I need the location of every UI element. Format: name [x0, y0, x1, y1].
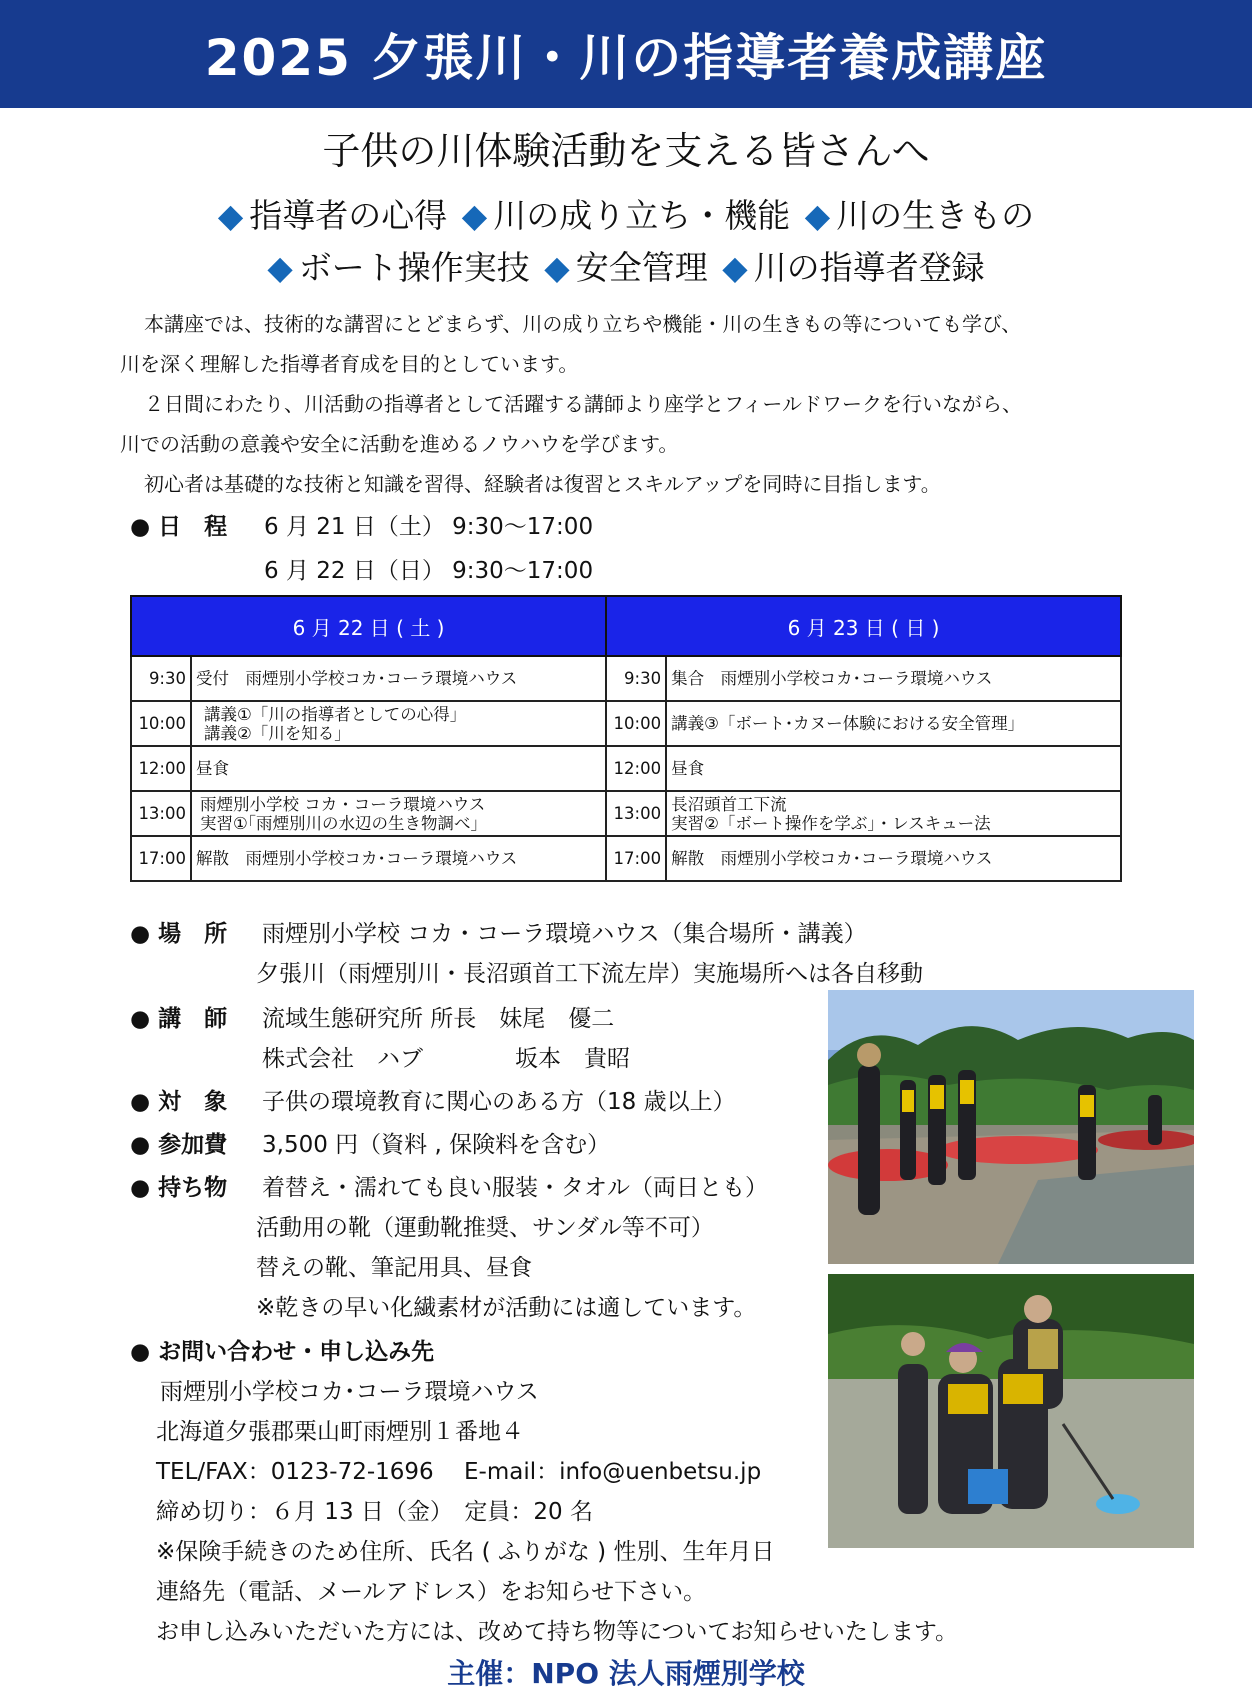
fee-label: ● 参加費	[130, 1132, 228, 1158]
page-header	[0, 0, 1252, 108]
topic: ◆ 安全管理	[544, 248, 708, 287]
contact-label: ● お問い合わせ・申し込み先	[130, 1339, 435, 1365]
schedule-day-1: 6 月 21 日（土） 9:30～17:00	[264, 514, 594, 540]
intro-line: 川での活動の意義や安全に活動を進めるノウハウを学びます。	[120, 432, 679, 456]
items-label: ● 持ち物	[130, 1175, 228, 1201]
diamond-icon: ◆	[461, 196, 488, 235]
contact-line: TEL/FAX：0123-72-1696 E-mail：info@uenbetsu.jp	[156, 1459, 762, 1485]
contact-line: 北海道夕張郡栗山町雨煙別１番地４	[156, 1419, 524, 1445]
photo-river-rafts	[828, 990, 1194, 1264]
table-row: 13:00 雨煙別小学校 コカ・コーラ環境ハウス 実習①｢雨煙別川の水辺の生き物調べ」 13:00 長沼頭首工下流 実習②「ボート操作を学ぶ」・レスキュー法	[131, 791, 1121, 836]
photo-river-study-image	[828, 1274, 1194, 1548]
topic: ◆ 川の指導者登録	[722, 248, 985, 287]
organizer: 主催：NPO 法人雨煙別学校	[447, 1657, 805, 1690]
items-line: 替えの靴、筆記用具、昼食	[256, 1255, 532, 1281]
lecturer-line: 株式会社 ハブ 坂本 貴昭	[262, 1046, 630, 1072]
contact-line: ※保険手続きのため住所、氏名 ( ふりがな ) 性別、生年月日	[156, 1539, 775, 1565]
table-row: 9:30 受付 雨煙別小学校コカ･コーラ環境ハウス 9:30 集合 雨煙別小学校コカ･コーラ環境ハウス	[131, 656, 1121, 701]
items-line: ※乾きの早い化繊素材が活動には適しています。	[256, 1295, 757, 1321]
place-line: 夕張川（雨煙別川・長沼頭首工下流左岸）実施場所へは各自移動	[256, 961, 923, 987]
topic: ◆ 川の成り立ち・機能	[461, 196, 791, 235]
lecturer-label: ● 講 師	[130, 1006, 228, 1032]
contact-line: お申し込みいただいた方には、改めて持ち物等についてお知らせいたします。	[156, 1619, 959, 1645]
page-title: 2025 夕張川・川の指導者養成講座	[204, 29, 1048, 87]
intro-line: 初心者は基礎的な技術と知識を習得、経験者は復習とスキルアップを同時に目指します。	[144, 472, 941, 496]
topics-row-1	[0, 190, 1252, 237]
lecturer-line: 流域生態研究所 所長 妹尾 優二	[262, 1006, 615, 1032]
topic: ◆ ボート操作実技	[267, 248, 530, 287]
place-label: ● 場 所	[130, 921, 228, 947]
target-text: 子供の環境教育に関心のある方（18 歳以上）	[262, 1089, 736, 1115]
intro-line: 本講座では、技術的な講習にとどまらず、川の成り立ちや機能・川の生きもの等についても学び、	[144, 312, 1022, 336]
contact-line: 連絡先（電話、メールアドレス）をお知らせ下さい。	[156, 1579, 707, 1605]
schedule-day-2: 6 月 22 日（日） 9:30～17:00	[264, 558, 594, 584]
items-line: 着替え・濡れても良い服装・タオル（両日とも）	[262, 1175, 768, 1201]
table-row: 10:00 講義①「川の指導者としての心得」 講義②「川を知る」 10:00 講義③「ボート･カヌー体験における安全管理」	[131, 701, 1121, 746]
contact-line: 締め切り：６月 13 日（金） 定員：20 名	[156, 1499, 593, 1525]
intro-line: 川を深く理解した指導者育成を目的としています。	[120, 352, 579, 376]
photo-river-rafts-image	[828, 990, 1194, 1264]
topic: ◆ 指導者の心得	[217, 196, 448, 235]
table-header-row	[131, 596, 1121, 656]
topics-row-2	[0, 242, 1252, 289]
subtitle: 子供の川体験活動を支える皆さんへ	[322, 129, 930, 173]
topic: ◆ 川の生きもの	[804, 196, 1035, 235]
items-line: 活動用の靴（運動靴推奨、サンダル等不可）	[256, 1215, 714, 1241]
diamond-icon: ◆	[217, 196, 244, 235]
place-line: 雨煙別小学校 コカ・コーラ環境ハウス（集合場所・講義）	[262, 921, 867, 947]
diamond-icon: ◆	[722, 248, 748, 287]
target-label: ● 対 象	[130, 1089, 228, 1115]
table-row: 12:00 昼食 12:00 昼食	[131, 746, 1121, 791]
diamond-icon: ◆	[267, 248, 293, 287]
table-header-day-1: 6 月 22 日 ( 土 )	[131, 596, 606, 656]
fee-text: 3,500 円（資料 , 保険料を含む）	[262, 1132, 611, 1158]
table-header-day-2: 6 月 23 日 ( 日 )	[606, 596, 1121, 656]
diamond-icon: ◆	[544, 248, 570, 287]
intro-line: ２日間にわたり、川活動の指導者として活躍する講師より座学とフィールドワークを行いながら、	[144, 392, 1022, 416]
contact-line: 雨煙別小学校コカ･コーラ環境ハウス	[160, 1379, 539, 1405]
schedule-label: ● 日 程	[130, 514, 228, 540]
intro-text	[120, 304, 1140, 504]
photo-river-study	[828, 1274, 1194, 1548]
diamond-icon: ◆	[804, 196, 831, 235]
schedule-table	[130, 595, 1122, 882]
table-row: 17:00 解散 雨煙別小学校コカ･コーラ環境ハウス 17:00 解散 雨煙別小学校コカ･コーラ環境ハウス	[131, 836, 1121, 881]
